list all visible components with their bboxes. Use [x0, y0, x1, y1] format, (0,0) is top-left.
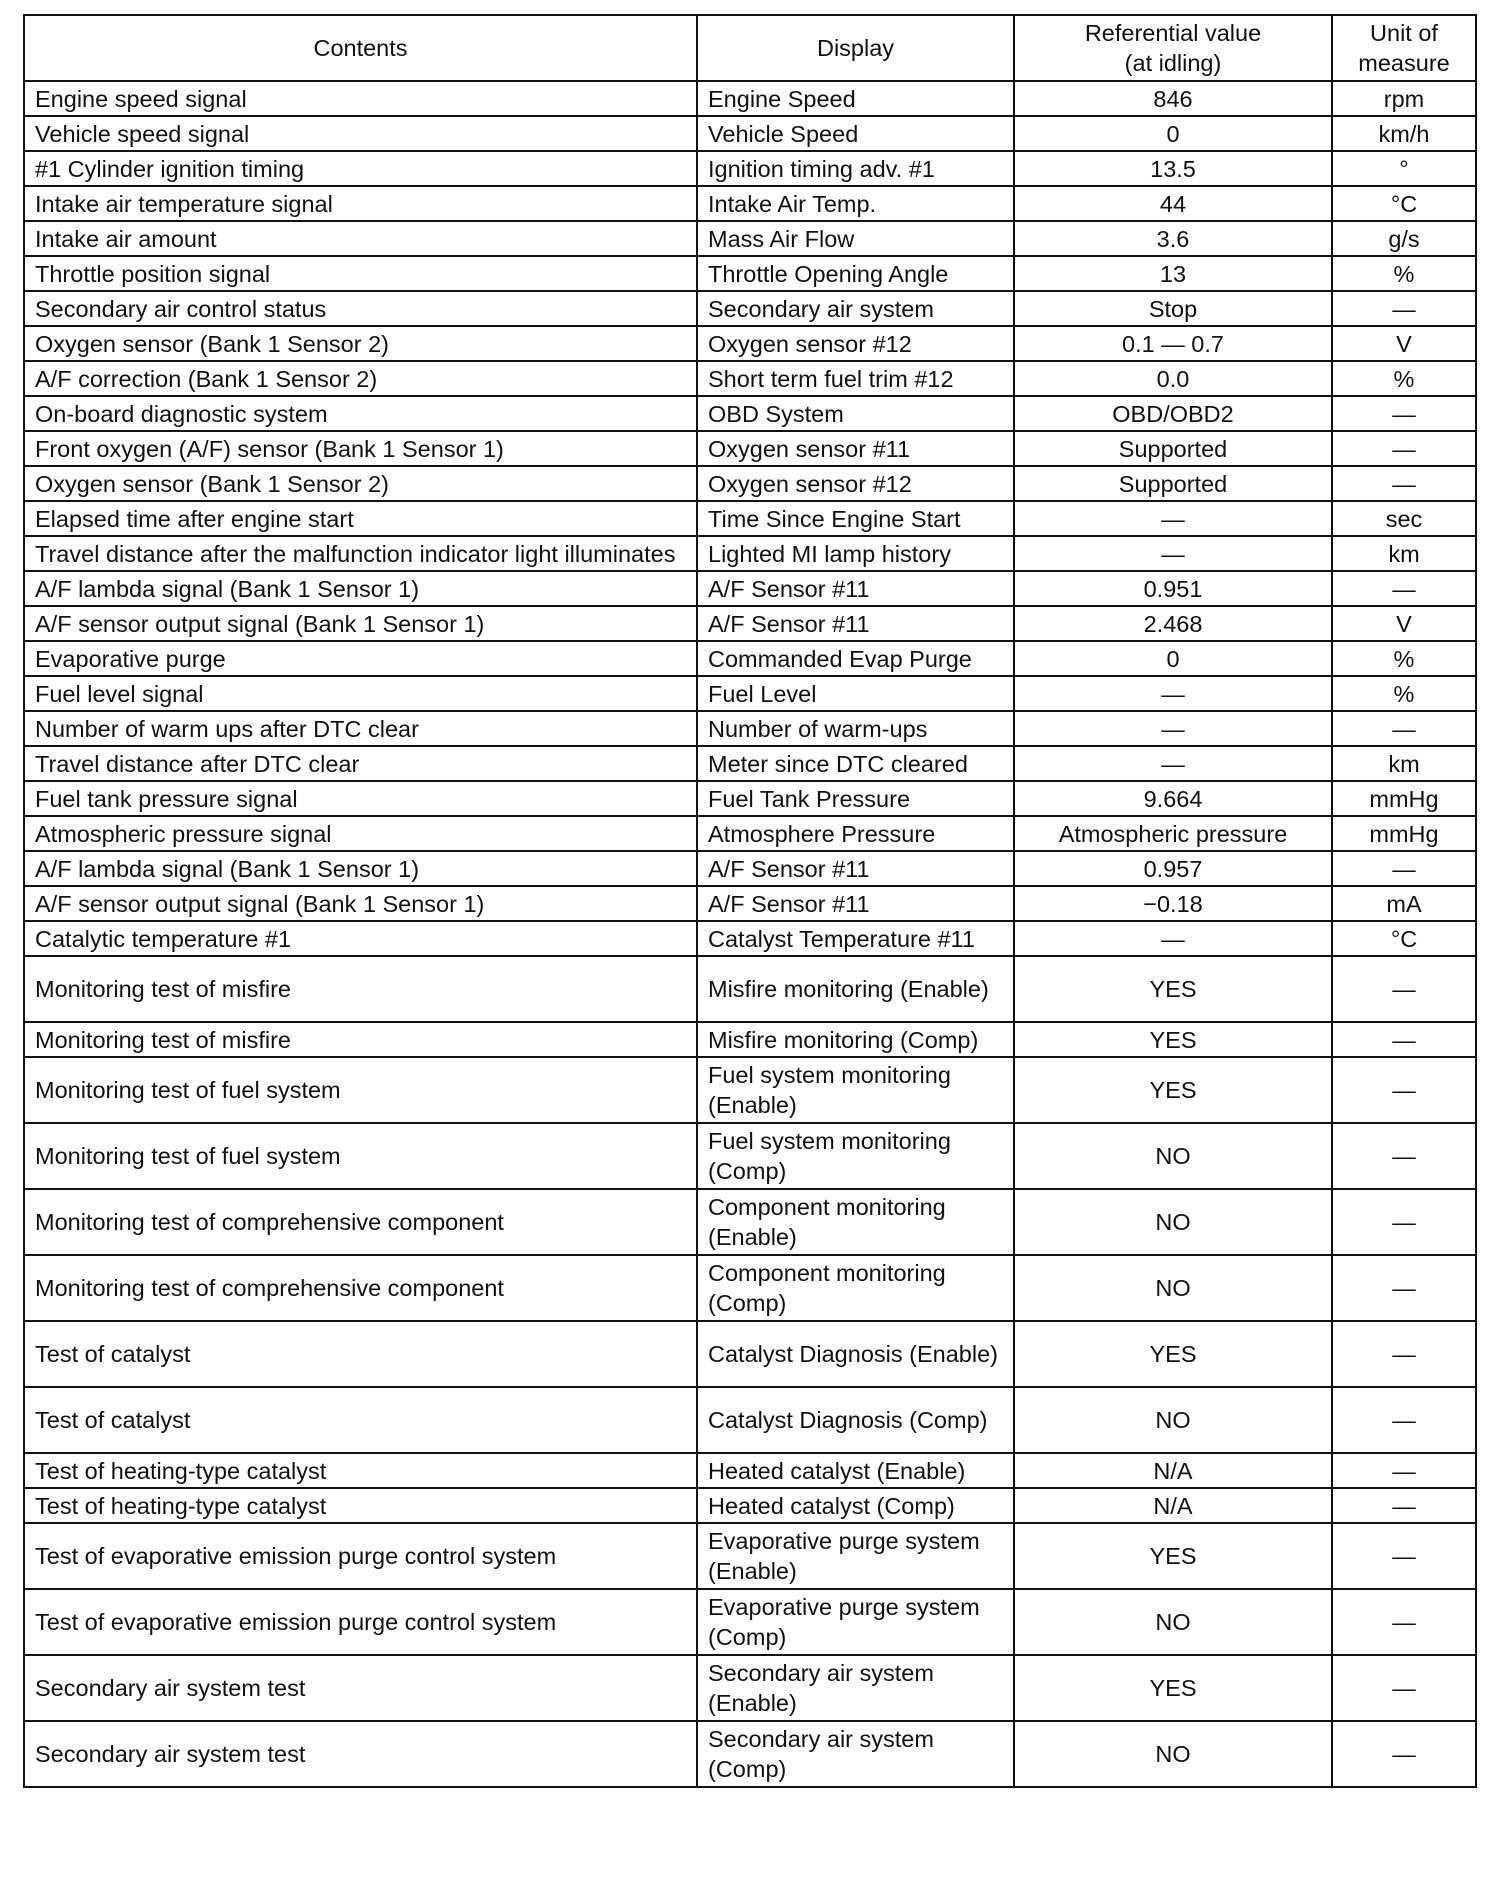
- cell-display: A/F Sensor #11: [697, 851, 1014, 886]
- table-row: [24, 1255, 1476, 1321]
- cell-display: Catalyst Temperature #11: [697, 921, 1014, 956]
- table-row: [24, 921, 1476, 956]
- table-row: [24, 1022, 1476, 1057]
- table-row: [24, 501, 1476, 536]
- cell-unit: °: [1332, 151, 1476, 186]
- cell-display: Time Since Engine Start: [697, 501, 1014, 536]
- cell-value: YES: [1014, 956, 1332, 1022]
- cell-contents: Monitoring test of comprehensive component: [24, 1189, 697, 1255]
- cell-unit: —: [1332, 396, 1476, 431]
- cell-value: 0.951: [1014, 571, 1332, 606]
- cell-display: Mass Air Flow: [697, 221, 1014, 256]
- cell-display: Catalyst Diagnosis (Comp): [697, 1387, 1014, 1453]
- cell-display: Component monitoring (Comp): [697, 1255, 1014, 1321]
- cell-unit: —: [1332, 1721, 1476, 1787]
- cell-value: —: [1014, 676, 1332, 711]
- table-row: [24, 1123, 1476, 1189]
- table-row: [24, 816, 1476, 851]
- cell-display: Intake Air Temp.: [697, 186, 1014, 221]
- cell-contents: Engine speed signal: [24, 81, 697, 116]
- cell-contents: Secondary air control status: [24, 291, 697, 326]
- cell-value: −0.18: [1014, 886, 1332, 921]
- cell-value: 2.468: [1014, 606, 1332, 641]
- table-row: [24, 466, 1476, 501]
- cell-unit: —: [1332, 1255, 1476, 1321]
- cell-display: Evaporative purge system (Comp): [697, 1589, 1014, 1655]
- cell-value: 0: [1014, 116, 1332, 151]
- cell-unit: %: [1332, 641, 1476, 676]
- cell-contents: Monitoring test of fuel system: [24, 1057, 697, 1123]
- cell-contents: A/F lambda signal (Bank 1 Sensor 1): [24, 571, 697, 606]
- cell-unit: —: [1332, 1057, 1476, 1123]
- cell-contents: Secondary air system test: [24, 1655, 697, 1721]
- cell-contents: Travel distance after DTC clear: [24, 746, 697, 781]
- cell-unit: —: [1332, 1488, 1476, 1523]
- cell-unit: V: [1332, 606, 1476, 641]
- table-row: [24, 711, 1476, 746]
- cell-display: A/F Sensor #11: [697, 606, 1014, 641]
- cell-display: Misfire monitoring (Comp): [697, 1022, 1014, 1057]
- cell-value: —: [1014, 711, 1332, 746]
- table-row: [24, 396, 1476, 431]
- cell-contents: Catalytic temperature #1: [24, 921, 697, 956]
- cell-contents: Monitoring test of comprehensive component: [24, 1255, 697, 1321]
- cell-unit: —: [1332, 1321, 1476, 1387]
- cell-display: Throttle Opening Angle: [697, 256, 1014, 291]
- cell-unit: mmHg: [1332, 781, 1476, 816]
- cell-display: Secondary air system: [697, 291, 1014, 326]
- table-row: [24, 781, 1476, 816]
- cell-value: Supported: [1014, 466, 1332, 501]
- cell-display: Fuel Level: [697, 676, 1014, 711]
- table-row: [24, 676, 1476, 711]
- table-row: [24, 1321, 1476, 1387]
- cell-display: Short term fuel trim #12: [697, 361, 1014, 396]
- cell-value: YES: [1014, 1523, 1332, 1589]
- cell-contents: Test of evaporative emission purge control system: [24, 1523, 697, 1589]
- cell-display: Fuel Tank Pressure: [697, 781, 1014, 816]
- cell-value: 13.5: [1014, 151, 1332, 186]
- cell-value: 9.664: [1014, 781, 1332, 816]
- cell-contents: Test of catalyst: [24, 1387, 697, 1453]
- table-row: [24, 1488, 1476, 1523]
- cell-display: Component monitoring (Enable): [697, 1189, 1014, 1255]
- cell-value: —: [1014, 746, 1332, 781]
- table-row: [24, 606, 1476, 641]
- cell-value: YES: [1014, 1022, 1332, 1057]
- cell-unit: —: [1332, 1189, 1476, 1255]
- cell-unit: g/s: [1332, 221, 1476, 256]
- cell-contents: Vehicle speed signal: [24, 116, 697, 151]
- cell-contents: Number of warm ups after DTC clear: [24, 711, 697, 746]
- cell-contents: Test of catalyst: [24, 1321, 697, 1387]
- cell-display: Evaporative purge system (Enable): [697, 1523, 1014, 1589]
- cell-display: Secondary air system (Enable): [697, 1655, 1014, 1721]
- cell-display: Oxygen sensor #12: [697, 466, 1014, 501]
- cell-unit: mA: [1332, 886, 1476, 921]
- table-row: [24, 746, 1476, 781]
- cell-unit: mmHg: [1332, 816, 1476, 851]
- cell-contents: #1 Cylinder ignition timing: [24, 151, 697, 186]
- cell-value: NO: [1014, 1721, 1332, 1787]
- cell-contents: Monitoring test of misfire: [24, 1022, 697, 1057]
- cell-unit: %: [1332, 676, 1476, 711]
- cell-contents: Front oxygen (A/F) sensor (Bank 1 Sensor 1): [24, 431, 697, 466]
- table-row: [24, 431, 1476, 466]
- cell-value: N/A: [1014, 1488, 1332, 1523]
- table-row: [24, 1057, 1476, 1123]
- table-row: [24, 326, 1476, 361]
- cell-contents: A/F correction (Bank 1 Sensor 2): [24, 361, 697, 396]
- cell-value: —: [1014, 921, 1332, 956]
- cell-display: Meter since DTC cleared: [697, 746, 1014, 781]
- cell-unit: —: [1332, 1387, 1476, 1453]
- cell-contents: Elapsed time after engine start: [24, 501, 697, 536]
- table-row: [24, 1523, 1476, 1589]
- cell-unit: —: [1332, 1123, 1476, 1189]
- cell-unit: km: [1332, 746, 1476, 781]
- header-unit: Unit of measure: [1332, 15, 1476, 81]
- cell-unit: °C: [1332, 921, 1476, 956]
- table-row: [24, 851, 1476, 886]
- cell-value: YES: [1014, 1321, 1332, 1387]
- cell-display: Commanded Evap Purge: [697, 641, 1014, 676]
- cell-contents: Fuel level signal: [24, 676, 697, 711]
- cell-contents: Secondary air system test: [24, 1721, 697, 1787]
- cell-contents: A/F sensor output signal (Bank 1 Sensor 1): [24, 606, 697, 641]
- cell-unit: rpm: [1332, 81, 1476, 116]
- cell-display: Oxygen sensor #12: [697, 326, 1014, 361]
- table-row: [24, 1589, 1476, 1655]
- table-row: [24, 1453, 1476, 1488]
- cell-value: Supported: [1014, 431, 1332, 466]
- header-row: [24, 15, 1476, 81]
- cell-contents: Monitoring test of misfire: [24, 956, 697, 1022]
- table-row: [24, 361, 1476, 396]
- table-row: [24, 956, 1476, 1022]
- cell-value: 3.6: [1014, 221, 1332, 256]
- cell-unit: %: [1332, 361, 1476, 396]
- cell-value: NO: [1014, 1255, 1332, 1321]
- cell-value: OBD/OBD2: [1014, 396, 1332, 431]
- table-row: [24, 1189, 1476, 1255]
- cell-contents: Test of heating-type catalyst: [24, 1488, 697, 1523]
- cell-unit: —: [1332, 1589, 1476, 1655]
- cell-value: Atmospheric pressure: [1014, 816, 1332, 851]
- cell-unit: —: [1332, 1022, 1476, 1057]
- cell-unit: km/h: [1332, 116, 1476, 151]
- cell-unit: %: [1332, 256, 1476, 291]
- cell-unit: —: [1332, 1523, 1476, 1589]
- table-row: [24, 291, 1476, 326]
- cell-value: 0.1 — 0.7: [1014, 326, 1332, 361]
- table-row: [24, 536, 1476, 571]
- table-row: [24, 1721, 1476, 1787]
- cell-contents: Intake air amount: [24, 221, 697, 256]
- table-row: [24, 1387, 1476, 1453]
- cell-contents: On-board diagnostic system: [24, 396, 697, 431]
- cell-display: Secondary air system (Comp): [697, 1721, 1014, 1787]
- cell-value: —: [1014, 536, 1332, 571]
- cell-value: 13: [1014, 256, 1332, 291]
- cell-unit: —: [1332, 466, 1476, 501]
- header-referential-value: Referential value (at idling): [1014, 15, 1332, 81]
- cell-contents: A/F lambda signal (Bank 1 Sensor 1): [24, 851, 697, 886]
- cell-display: Number of warm-ups: [697, 711, 1014, 746]
- data-table-container: [23, 14, 1475, 1788]
- cell-unit: —: [1332, 956, 1476, 1022]
- cell-value: 0.0: [1014, 361, 1332, 396]
- cell-display: Misfire monitoring (Enable): [697, 956, 1014, 1022]
- table-row: [24, 641, 1476, 676]
- cell-unit: —: [1332, 1655, 1476, 1721]
- table-row: [24, 221, 1476, 256]
- cell-value: YES: [1014, 1655, 1332, 1721]
- cell-contents: Monitoring test of fuel system: [24, 1123, 697, 1189]
- cell-contents: Oxygen sensor (Bank 1 Sensor 2): [24, 466, 697, 501]
- table-row: [24, 151, 1476, 186]
- cell-display: Heated catalyst (Enable): [697, 1453, 1014, 1488]
- cell-display: Engine Speed: [697, 81, 1014, 116]
- cell-contents: Test of heating-type catalyst: [24, 1453, 697, 1488]
- table-row: [24, 116, 1476, 151]
- table-body: [24, 81, 1476, 1787]
- cell-unit: —: [1332, 291, 1476, 326]
- cell-unit: —: [1332, 431, 1476, 466]
- referential-values-table: [23, 14, 1477, 1788]
- table-row: [24, 256, 1476, 291]
- cell-value: NO: [1014, 1387, 1332, 1453]
- cell-contents: Atmospheric pressure signal: [24, 816, 697, 851]
- cell-display: Heated catalyst (Comp): [697, 1488, 1014, 1523]
- cell-contents: Travel distance after the malfunction indicator light illuminates: [24, 536, 697, 571]
- header-contents: Contents: [24, 15, 697, 81]
- cell-unit: —: [1332, 711, 1476, 746]
- header-display: Display: [697, 15, 1014, 81]
- cell-value: 0.957: [1014, 851, 1332, 886]
- cell-contents: A/F sensor output signal (Bank 1 Sensor 1): [24, 886, 697, 921]
- cell-contents: Oxygen sensor (Bank 1 Sensor 2): [24, 326, 697, 361]
- cell-unit: V: [1332, 326, 1476, 361]
- table-row: [24, 1655, 1476, 1721]
- cell-display: Fuel system monitoring (Enable): [697, 1057, 1014, 1123]
- cell-value: 846: [1014, 81, 1332, 116]
- table-row: [24, 186, 1476, 221]
- cell-display: Ignition timing adv. #1: [697, 151, 1014, 186]
- cell-unit: —: [1332, 571, 1476, 606]
- cell-display: Fuel system monitoring (Comp): [697, 1123, 1014, 1189]
- cell-contents: Fuel tank pressure signal: [24, 781, 697, 816]
- cell-value: Stop: [1014, 291, 1332, 326]
- table-row: [24, 571, 1476, 606]
- cell-display: Oxygen sensor #11: [697, 431, 1014, 466]
- cell-display: A/F Sensor #11: [697, 886, 1014, 921]
- cell-contents: Evaporative purge: [24, 641, 697, 676]
- cell-display: OBD System: [697, 396, 1014, 431]
- cell-display: A/F Sensor #11: [697, 571, 1014, 606]
- cell-display: Lighted MI lamp history: [697, 536, 1014, 571]
- cell-unit: —: [1332, 1453, 1476, 1488]
- cell-contents: Test of evaporative emission purge control system: [24, 1589, 697, 1655]
- cell-contents: Throttle position signal: [24, 256, 697, 291]
- cell-value: N/A: [1014, 1453, 1332, 1488]
- cell-value: NO: [1014, 1123, 1332, 1189]
- cell-display: Catalyst Diagnosis (Enable): [697, 1321, 1014, 1387]
- cell-display: Vehicle Speed: [697, 116, 1014, 151]
- cell-unit: km: [1332, 536, 1476, 571]
- table-row: [24, 81, 1476, 116]
- cell-contents: Intake air temperature signal: [24, 186, 697, 221]
- cell-value: 0: [1014, 641, 1332, 676]
- cell-display: Atmosphere Pressure: [697, 816, 1014, 851]
- cell-unit: sec: [1332, 501, 1476, 536]
- cell-value: —: [1014, 501, 1332, 536]
- cell-unit: °C: [1332, 186, 1476, 221]
- cell-value: NO: [1014, 1589, 1332, 1655]
- cell-value: 44: [1014, 186, 1332, 221]
- cell-value: NO: [1014, 1189, 1332, 1255]
- table-row: [24, 886, 1476, 921]
- cell-value: YES: [1014, 1057, 1332, 1123]
- cell-unit: —: [1332, 851, 1476, 886]
